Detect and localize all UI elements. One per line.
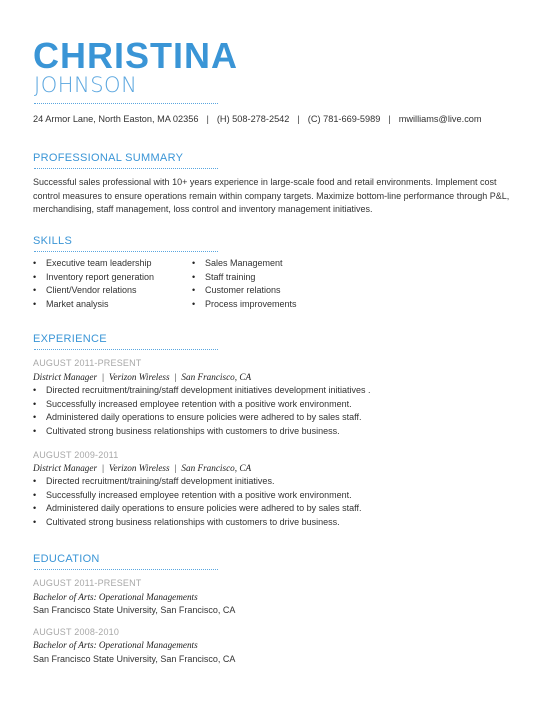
job-bullet: • Successfully increased employee retention with a positive work environment. — [33, 489, 362, 503]
role-separator: | — [102, 463, 104, 473]
section-divider — [34, 569, 218, 570]
job-bullets — [33, 384, 371, 438]
contact-line — [33, 113, 482, 125]
job-bullet: • Administered daily operations to ensure policies were adhered to by sales staff. — [33, 502, 362, 516]
skill-item: • Sales Management — [192, 257, 297, 271]
first-name: CHRISTINA — [33, 35, 238, 76]
education-dates: AUGUST 2011-PRESENT — [33, 578, 142, 588]
skill-item: • Staff training — [192, 271, 297, 285]
skill-item: • Customer relations — [192, 284, 297, 298]
job-location: San Francisco, CA — [181, 463, 252, 473]
header-divider — [34, 103, 218, 104]
job-bullet: • Directed recruitment/training/staff development initiatives development initiatives . — [33, 384, 371, 398]
last-name: JOHNSON — [34, 73, 138, 97]
job-bullets — [33, 475, 362, 529]
contact-email[interactable]: mwilliams@live.com — [398, 114, 482, 124]
section-divider — [34, 349, 218, 350]
job-title-line — [33, 371, 251, 383]
job-company: Verizon Wireless — [108, 463, 170, 473]
education-degree: Bachelor of Arts: Operational Managements — [33, 640, 198, 650]
contact-separator: | — [206, 114, 209, 124]
section-title-education: EDUCATION — [33, 553, 100, 565]
job-bullet: • Directed recruitment/training/staff development initiatives. — [33, 475, 362, 489]
skill-item: • Market analysis — [33, 298, 154, 312]
education-school: San Francisco State University, San Francisco, CA — [33, 605, 236, 615]
section-divider — [34, 251, 218, 252]
job-bullet: • Cultivated strong business relationships with customers to drive business. — [33, 516, 362, 530]
contact-separator: | — [297, 114, 300, 124]
job-bullet: • Successfully increased employee retention with a positive work environment. — [33, 398, 371, 412]
job-location: San Francisco, CA — [181, 372, 252, 382]
job-bullet: • Administered daily operations to ensure policies were adhered to by sales staff. — [33, 411, 371, 425]
job-title-line — [33, 462, 251, 474]
role-separator: | — [102, 372, 104, 382]
education-degree: Bachelor of Arts: Operational Managements — [33, 592, 198, 602]
skill-item: • Inventory report generation — [33, 271, 154, 285]
skill-item: • Process improvements — [192, 298, 297, 312]
section-title-summary: PROFESSIONAL SUMMARY — [33, 152, 184, 164]
contact-cell-phone: (C) 781-669-5989 — [307, 114, 381, 124]
skill-item: • Executive team leadership — [33, 257, 154, 271]
job-dates: AUGUST 2011-PRESENT — [33, 358, 142, 368]
education-dates: AUGUST 2008-2010 — [33, 627, 120, 637]
education-school: San Francisco State University, San Francisco, CA — [33, 654, 236, 664]
contact-address: 24 Armor Lane, North Easton, MA 02356 — [33, 114, 199, 124]
job-position: District Manager — [33, 463, 98, 473]
job-position: District Manager — [33, 372, 98, 382]
job-dates: AUGUST 2009-2011 — [33, 450, 119, 460]
contact-separator: | — [388, 114, 391, 124]
skills-list-left — [33, 257, 154, 311]
contact-home-phone: (H) 508-278-2542 — [216, 114, 290, 124]
job-bullet: • Cultivated strong business relationships with customers to drive business. — [33, 425, 371, 439]
section-title-experience: EXPERIENCE — [33, 333, 107, 345]
skill-item: • Client/Vendor relations — [33, 284, 154, 298]
role-separator: | — [174, 463, 177, 473]
summary-text: Successful sales professional with 10+ years experience in large-scale food and retail environments. Implement cost control measures to ensure operations remain within company targets. Maximize bottom-line performance through P&L, merchandising, staff management, loss control and inventory management initiatives. — [33, 177, 510, 214]
skills-list-right — [192, 257, 297, 311]
role-separator: | — [174, 372, 177, 382]
section-divider — [34, 168, 218, 169]
section-title-skills: SKILLS — [33, 235, 73, 247]
job-company: Verizon Wireless — [108, 372, 170, 382]
